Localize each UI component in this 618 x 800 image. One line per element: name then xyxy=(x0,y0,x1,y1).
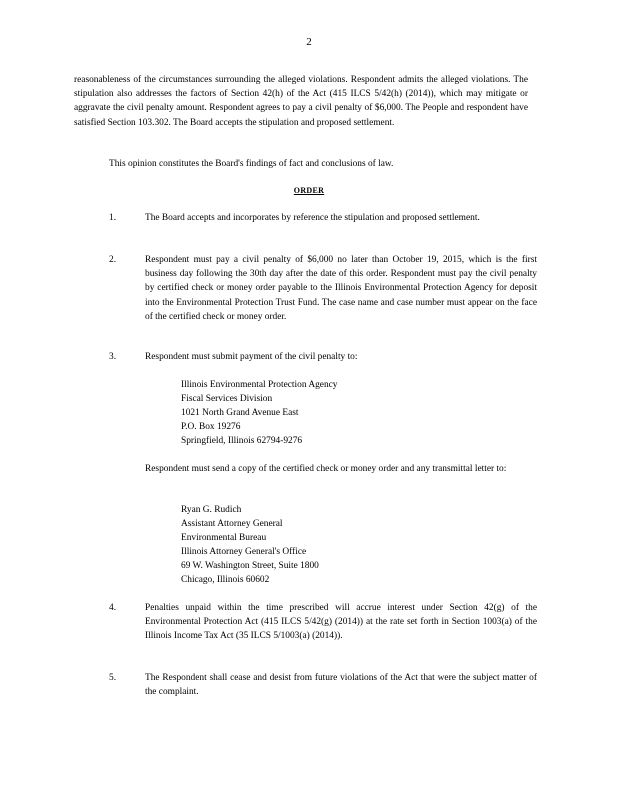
item-number: 4. xyxy=(109,603,117,613)
item-text: Respondent must pay a civil penalty of $6,000 no later than October 19, 2015, which is the first business day following the 30th day after the date of this order. Respondent must pay the civil penalty by certified check or money order payable to the Illinois Environmental Protection Agency for deposit into the Environmental Protection Trust Fund. The case name and case number must appear on the face of the certified check or money order. xyxy=(145,255,537,322)
item-text: The Respondent shall cease and desist from future violations of the Act that were the subject matter of the complaint. xyxy=(145,673,537,698)
copy-instruction: Respondent must send a copy of the certified check or money order and any transmittal letter to: xyxy=(145,464,507,474)
address-line: Illinois Attorney General's Office xyxy=(181,547,307,558)
opinion-statement: This opinion constitutes the Board's findings of fact and conclusions of law. xyxy=(109,159,394,169)
intro-paragraph: reasonableness of the circumstances surrounding the alleged violations. Respondent admits the alleged violations. The stipulation also addresses the factors of Section 42(h) of the Act (415 ILCS 5/42(h) (2014)), which may mitigate or aggravate the civil penalty amount. Respondent agrees to pay a civil penalty of $6,000. The People and respondent have satisfied Section 103.302. The Board accepts the stipulation and proposed settlement. xyxy=(74,75,528,128)
address-line: Springfield, Illinois 62794-9276 xyxy=(181,436,303,447)
address-line: Assistant Attorney General xyxy=(181,519,283,530)
address-line: Fiscal Services Division xyxy=(181,394,273,405)
payment-address xyxy=(181,378,337,448)
item-text: The Board accepts and incorporates by reference the stipulation and proposed settlement. xyxy=(145,213,480,223)
order-heading: ORDER xyxy=(293,186,325,195)
page-number: 2 xyxy=(306,36,312,48)
address-line: 69 W. Washington Street, Suite 1800 xyxy=(181,561,319,572)
item-number: 5. xyxy=(109,673,117,683)
copy-address xyxy=(181,503,319,588)
address-line: Illinois Environmental Protection Agency xyxy=(181,380,338,390)
address-line: Environmental Bureau xyxy=(181,533,267,544)
address-line: 1021 North Grand Avenue East xyxy=(181,408,299,419)
address-line: Chicago, Illinois 60602 xyxy=(181,575,270,586)
item-number: 1. xyxy=(109,213,117,223)
item-text: Respondent must submit payment of the civil penalty to: xyxy=(145,352,358,362)
address-line: P.O. Box 19276 xyxy=(181,422,241,433)
item-number: 3. xyxy=(109,352,117,362)
address-line: Ryan G. Rudich xyxy=(181,505,242,515)
item-number: 2. xyxy=(109,255,117,265)
item-text: Penalties unpaid within the time prescribed will accrue interest under Section 42(g) of the Environmental Protection Act (415 ILCS 5/42(g) (2014)) at the rate set forth in Section 1003(a) of the Illinois Income Tax Act (35 ILCS 5/1003(a) (2014)). xyxy=(145,603,537,642)
